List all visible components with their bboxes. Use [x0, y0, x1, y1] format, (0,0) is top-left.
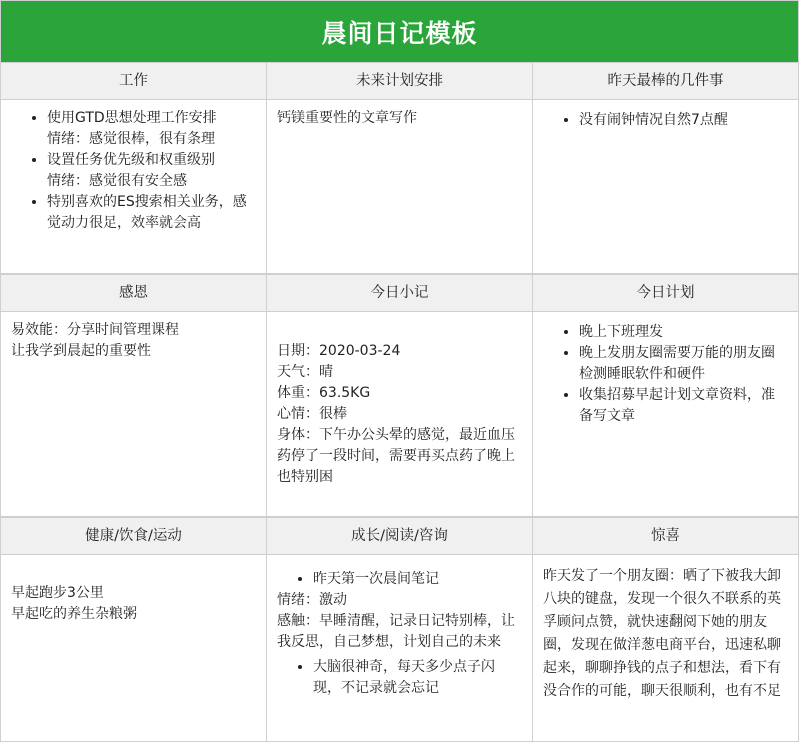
- work-list: [11, 108, 256, 234]
- list-item: • 收集招募早起计划文章资料，准备写文章: [579, 385, 788, 427]
- row3-body: [1, 555, 798, 741]
- row1-body: [1, 100, 798, 274]
- gratitude-cell: [1, 312, 267, 517]
- list-item: • 晚上下班理发: [579, 322, 788, 343]
- notes-mood: 心情：很棒: [277, 405, 347, 422]
- future-plan-text: 钙镁重要性的文章写作: [277, 110, 417, 126]
- page-title: 晨间日记模板: [1, 1, 798, 62]
- growth-cell: [267, 555, 533, 741]
- row2-body: [1, 312, 798, 517]
- today-plan-cell: [533, 312, 798, 517]
- future-plan-cell: [267, 100, 533, 274]
- today-plan-list: [543, 322, 788, 427]
- header-health: 健康/饮食/运动: [1, 517, 267, 555]
- best-things-cell: [533, 100, 798, 274]
- header-growth: 成长/阅读/咨询: [267, 517, 533, 555]
- notes-body: 身体：下午办公头晕的感觉，最近血压药停了一段时间，需要再买点药了晚上也特别困: [277, 426, 515, 485]
- work-cell: [1, 100, 267, 274]
- surprise-cell: [533, 555, 798, 741]
- header-work: 工作: [1, 62, 267, 100]
- header-daily-notes: 今日小记: [267, 274, 533, 312]
- list-item: • 没有闹钟情况自然7点醒: [579, 110, 788, 131]
- notes-date: 日期：2020-03-24: [277, 342, 401, 359]
- notes-weather: 天气：晴: [277, 363, 333, 380]
- header-surprise: 惊喜: [533, 517, 798, 555]
- growth-feel: 感触：早睡清醒，记录日记特别棒，让我反思，自己梦想，计划自己的未来: [277, 613, 515, 650]
- work-note: 情绪：感觉很有安全感: [47, 173, 187, 189]
- best-things-list: [543, 110, 788, 131]
- gratitude-line: 让我学到晨起的重要性: [11, 343, 151, 359]
- growth-mood: 情绪：激动: [277, 592, 347, 608]
- row2-header: [1, 274, 798, 312]
- list-item: • 晚上发朋友圈需要万能的朋友圈检测睡眠软件和硬件: [579, 343, 788, 385]
- header-best-things: 昨天最棒的几件事: [533, 62, 798, 100]
- list-item: • 特别喜欢的ES搜索相关业务，感觉动力很足，效率就会高: [47, 192, 256, 234]
- row1-header: [1, 62, 798, 100]
- health-line: 早起跑步3公里: [11, 585, 104, 601]
- header-today-plan: 今日计划: [533, 274, 798, 312]
- list-item: • 使用GTD思想处理工作安排 情绪：感觉很棒，很有条理: [47, 108, 256, 150]
- growth-list: [277, 569, 522, 590]
- health-line: 早起吃的养生杂粮粥: [11, 606, 137, 622]
- growth-list-2: [277, 657, 522, 699]
- list-item: • 昨天第一次晨间笔记: [313, 569, 522, 590]
- surprise-text: 昨天发了一个朋友圈：晒了下被我大卸八块的键盘，发现一个很久不联系的英孚顾问点赞，就快速翻阅下她的朋友圈，发现在做洋葱电商平台，迅速私聊起来，聊聊挣钱的点子和想法，看下有没合作的可能，聊天很顺利，也有不足: [543, 568, 781, 699]
- list-item: • 大脑很神奇，每天多少点子闪现，不记录就会忘记: [313, 657, 522, 699]
- list-item: • 设置任务优先级和权重级别 情绪：感觉很有安全感: [47, 150, 256, 192]
- health-cell: [1, 555, 267, 741]
- gratitude-line: 易效能：分享时间管理课程: [11, 322, 179, 338]
- work-note: 情绪：感觉很棒，很有条理: [47, 131, 215, 147]
- daily-notes-cell: [267, 312, 533, 517]
- notes-weight: 体重：63.5KG: [277, 384, 371, 401]
- header-future-plan: 未来计划安排: [267, 62, 533, 100]
- header-gratitude: 感恩: [1, 274, 267, 312]
- row3-header: [1, 517, 798, 555]
